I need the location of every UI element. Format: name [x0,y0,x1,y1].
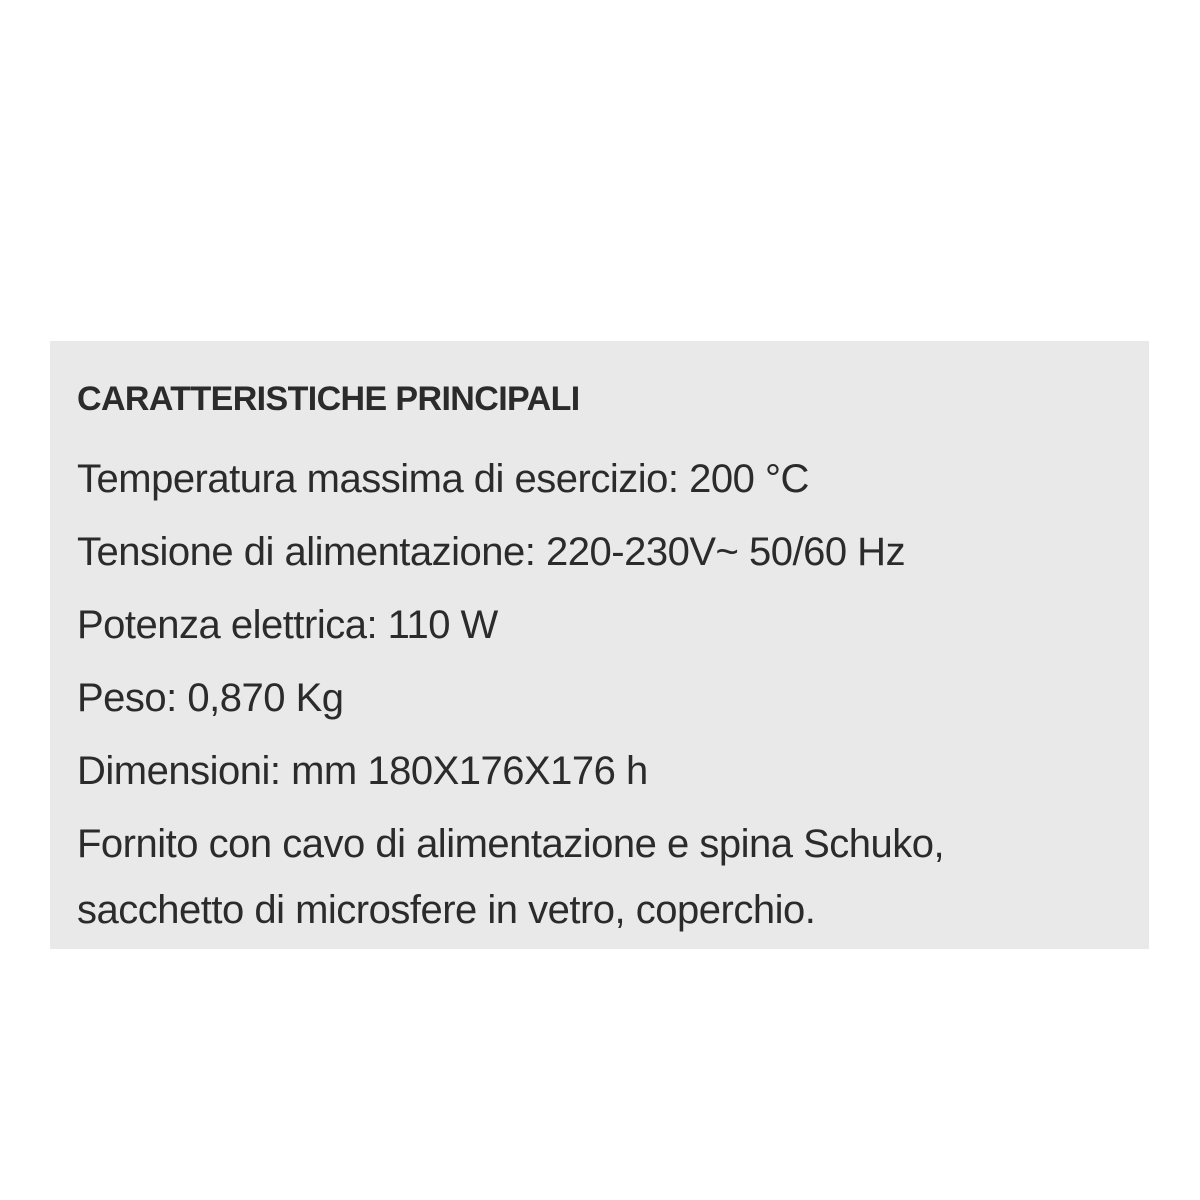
supplied-with-line-1: Fornito con cavo di alimentazione e spina Schuko, [77,822,945,866]
spec-list [77,443,1149,943]
spec-line-weight: Peso: 0,870 Kg [77,676,344,720]
spec-line-voltage: Tensione di alimentazione: 220-230V~ 50/60 Hz [77,530,906,574]
spec-line-power: Potenza elettrica: 110 W [77,603,498,647]
spec-box [50,341,1149,949]
spec-line-supplied-with [77,811,1149,943]
spec-line-temperature: Temperatura massima di esercizio: 200 °C [77,457,809,501]
supplied-with-line-2: sacchetto di microsfere in vetro, coperchio. [77,888,816,932]
spec-title: CARATTERISTICHE PRINCIPALI [77,380,580,418]
spec-line-dimensions: Dimensioni: mm 180X176X176 h [77,749,648,793]
